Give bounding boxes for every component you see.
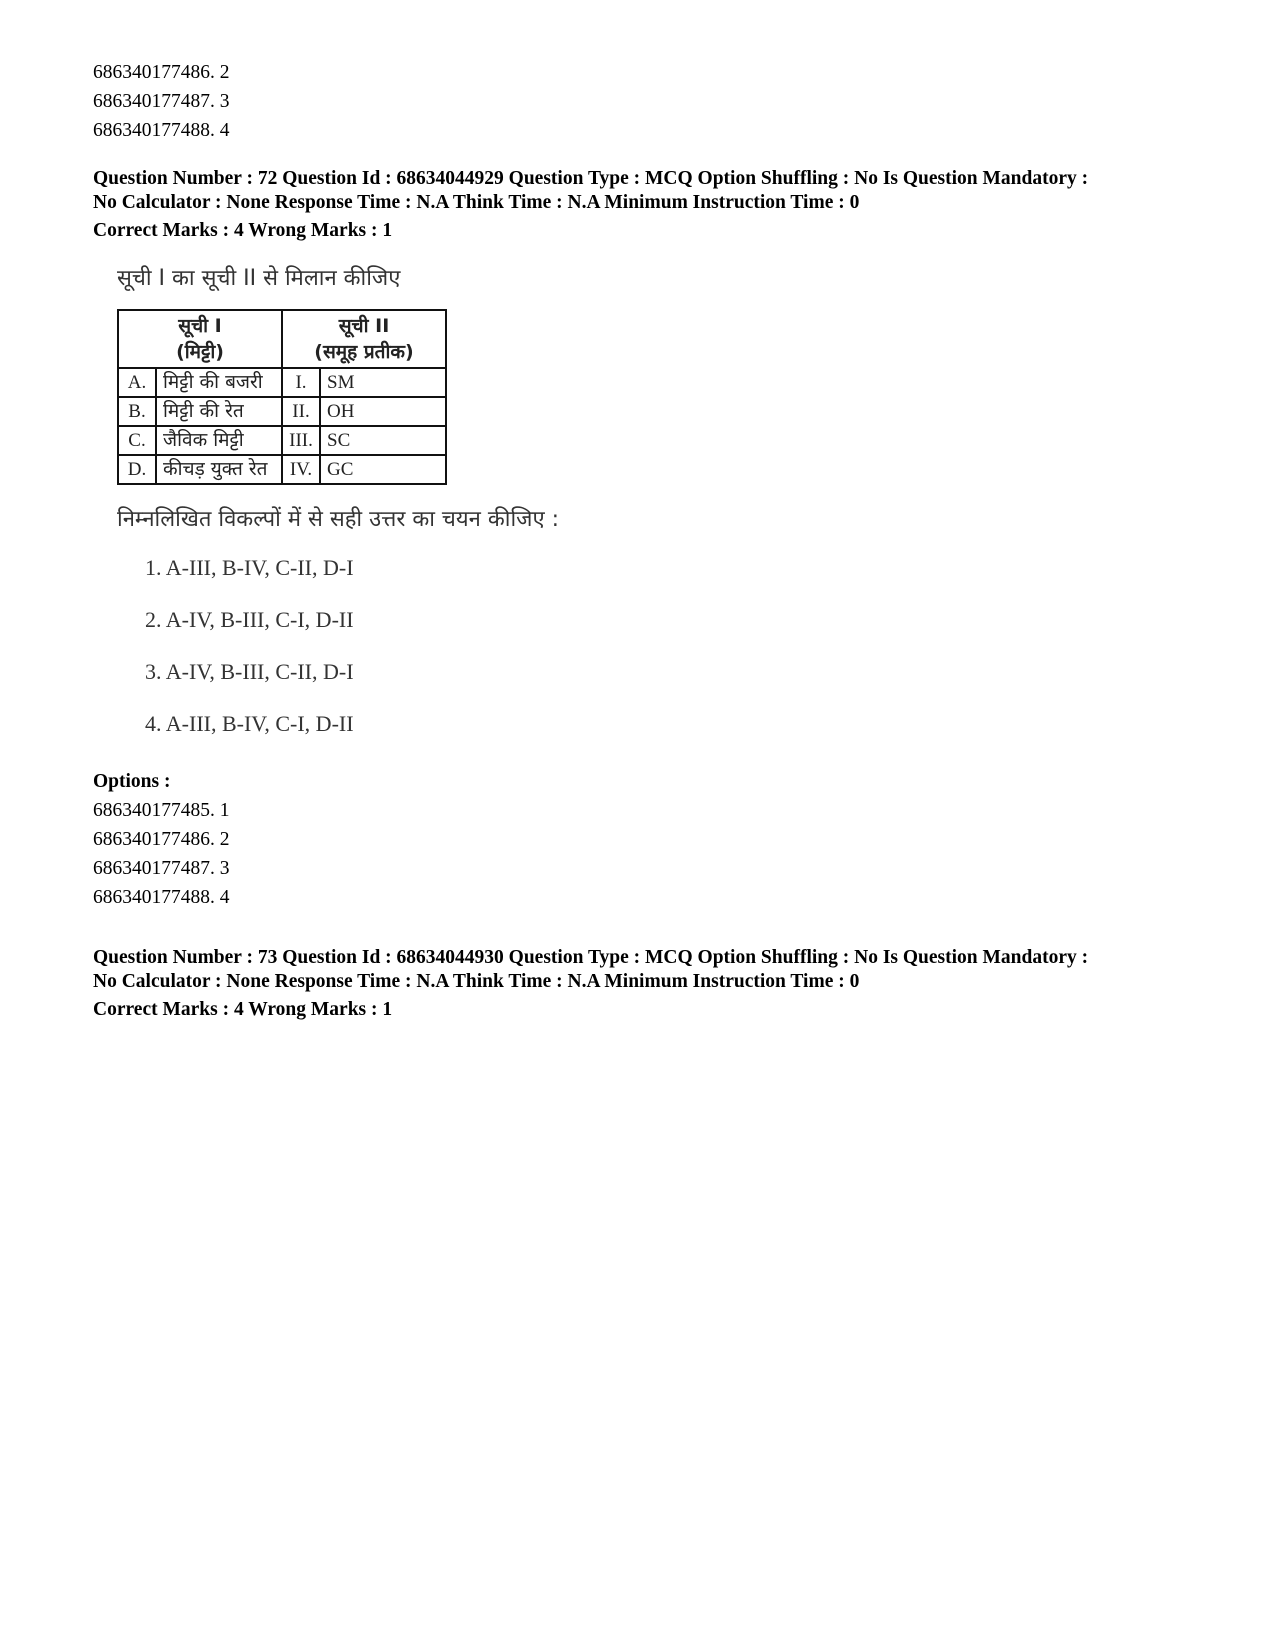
option-line: 686340177488. 4 (93, 120, 230, 141)
list-2-subtitle: (समूह प्रतीक) (314, 341, 414, 363)
row-label: A. (118, 368, 156, 397)
question-marks: Correct Marks : 4 Wrong Marks : 1 (93, 999, 393, 1020)
answer-choice: 1. A-III, B-IV, C-II, D-I (145, 555, 354, 580)
match-table (117, 309, 447, 485)
question-meta-line1: Question Number : 72 Question Id : 68634044929 Question Type : MCQ Option Shuffling : No Is Question Mandatory : (93, 168, 1089, 189)
option-line: 686340177486. 2 (93, 829, 230, 850)
list-2-item: OH (320, 397, 446, 426)
row-label: D. (118, 455, 156, 484)
option-line: 686340177486. 2 (93, 62, 230, 83)
question-instruction: निम्नलिखित विकल्पों में से सही उत्तर का चयन कीजिए : (117, 507, 560, 532)
answer-choice: 3. A-IV, B-III, C-II, D-I (145, 659, 354, 684)
list-1-header (118, 310, 282, 368)
table-row (118, 426, 446, 455)
options-list (93, 796, 1213, 912)
option-line: 686340177487. 3 (93, 858, 230, 879)
row-label: B. (118, 397, 156, 426)
list-2-item: SC (320, 426, 446, 455)
question-meta-line2: No Calculator : None Response Time : N.A Think Time : N.A Minimum Instruction Time : 0 (93, 192, 860, 213)
list-2-item: SM (320, 368, 446, 397)
document-page (93, 58, 1213, 1024)
row-numeral: IV. (282, 455, 320, 484)
list-1-subtitle: (मिट्टी) (176, 341, 224, 363)
row-numeral: I. (282, 368, 320, 397)
table-row (118, 397, 446, 426)
answer-choice: 4. A-III, B-IV, C-I, D-II (145, 711, 354, 736)
table-row (118, 368, 446, 397)
list-1-item: जैविक मिट्टी (156, 426, 282, 455)
question-meta-line1: Question Number : 73 Question Id : 68634044930 Question Type : MCQ Option Shuffling : No Is Question Mandatory : (93, 947, 1089, 968)
question-meta-line2: No Calculator : None Response Time : N.A Think Time : N.A Minimum Instruction Time : 0 (93, 971, 860, 992)
question-72 (93, 167, 1213, 912)
question-stem: सूची I का सूची II से मिलान कीजिए (117, 266, 401, 291)
list-2-header (282, 310, 446, 368)
question-marks: Correct Marks : 4 Wrong Marks : 1 (93, 220, 393, 241)
answer-choices (117, 553, 677, 739)
question-image (117, 263, 677, 739)
list-2-title: सूची II (338, 315, 390, 337)
list-1-item: मिट्टी की बजरी (156, 368, 282, 397)
list-1-title: सूची I (178, 315, 222, 337)
list-1-item: मिट्टी की रेत (156, 397, 282, 426)
list-1-item: कीचड़ युक्त रेत (156, 455, 282, 484)
table-row (118, 455, 446, 484)
table-header-row (118, 310, 446, 368)
row-label: C. (118, 426, 156, 455)
option-line: 686340177487. 3 (93, 91, 230, 112)
options-heading: Options : (93, 771, 171, 792)
previous-options-list (93, 58, 1213, 145)
list-2-item: GC (320, 455, 446, 484)
row-numeral: II. (282, 397, 320, 426)
option-line: 686340177485. 1 (93, 800, 230, 821)
question-73 (93, 946, 1213, 1024)
answer-choice: 2. A-IV, B-III, C-I, D-II (145, 607, 354, 632)
option-line: 686340177488. 4 (93, 887, 230, 908)
row-numeral: III. (282, 426, 320, 455)
